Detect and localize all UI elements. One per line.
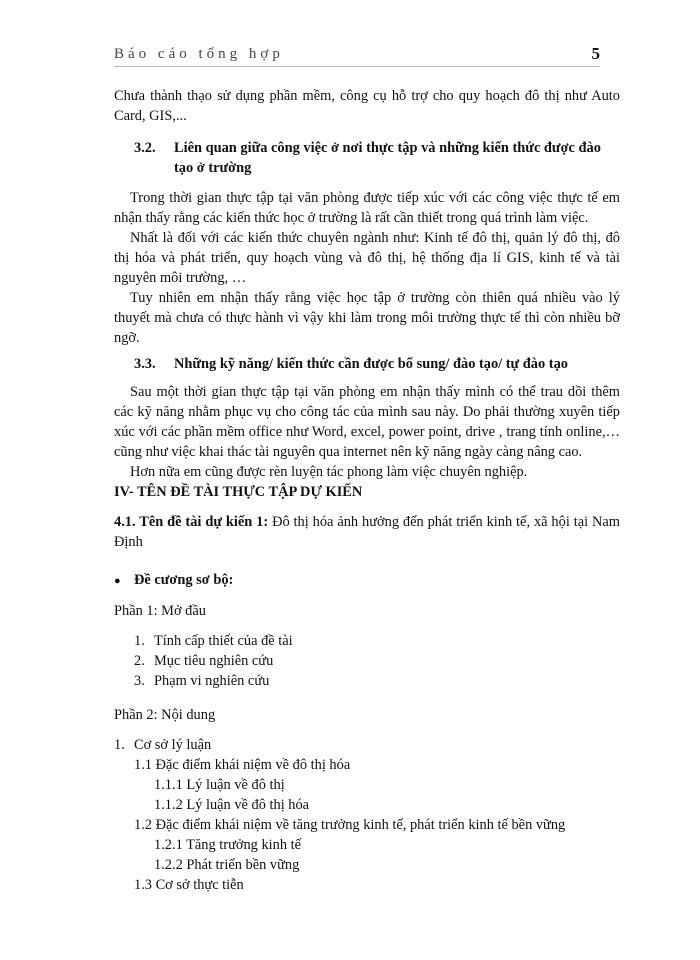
section-3-3-paragraph-1: Sau một thời gian thực tập tại văn phòng em nhận thấy mình có thể trau dồi thêm các kỹ năng nhằm phục vụ cho công tác của mình sau này. Do phải thường xuyên tiếp xúc với các phần mềm office như Word, excel, power point, drive , trang tính online,… cũng như việc khai thác tài nguyên qua internet nên kỹ năng ngày càng nâng cao. <box>114 384 620 460</box>
sub-item-1-3: 1.3 Cơ sở thực tiễn <box>134 877 244 893</box>
sub-item-1-2-1: 1.2.1 Tăng trưởng kinh tế <box>154 837 302 853</box>
section-4-heading: IV- TÊN ĐỀ TÀI THỰC TẬP DỰ KIẾN <box>114 484 363 500</box>
content-item-1: 1. Cơ sở lý luận <box>114 737 212 753</box>
section-3-2-paragraph-2: Nhất là đối với các kiến thức chuyên ngành như: Kinh tế đô thị, quản lý đô thị, đô thị hóa và phát triển, quy hoạch vùng và đô thị, hệ thống địa lí GIS, kinh tế và tài nguyên môi trường, … <box>114 230 620 286</box>
sub-item-1-1-2: 1.1.2 Lý luận về đô thị hóa <box>154 797 310 813</box>
page-number: 5 <box>591 44 600 63</box>
topic-1-label: 4.1. Tên đề tài dự kiến 1: <box>114 514 269 530</box>
sub-item-1-2: 1.2 Đặc điểm khái niệm về tăng trưởng kinh tế, phát triển kinh tế bền vững <box>134 817 566 833</box>
list-item-text: Phạm vi nghiên cứu <box>154 673 270 689</box>
bullet-dot-icon: ● <box>114 575 121 587</box>
list-item-text: Mục tiêu nghiên cứu <box>154 653 274 669</box>
section-3-3-paragraph-2: Hơn nữa em cũng được rèn luyện tác phong làm việc chuyên nghiệp. <box>130 464 528 480</box>
section-3-2-paragraph-3: Tuy nhiên em nhận thấy rằng việc học tập ở trường còn thiên quá nhiều vào lý thuyết mà chưa có thực hành vì vậy khi làm trong môi trường thực tế thì còn nhiều bỡ ngỡ. <box>114 290 620 346</box>
section-3-2-paragraph-1: Trong thời gian thực tập tại văn phòng được tiếp xúc với các công việc thực tế em nhận thấy rằng các kiến thức học ở trường là rất cần thiết trong quá trình làm việc. <box>114 190 620 226</box>
part-1-list <box>114 631 620 691</box>
section-3-2-heading <box>114 138 620 178</box>
section-3-2-number: 3.2. <box>134 140 156 156</box>
sub-item-1-1: 1.1 Đặc điểm khái niệm về đô thị hóa <box>134 757 351 773</box>
topic-1 <box>114 512 620 552</box>
sub-item-1-1-1: 1.1.1 Lý luận về đô thị <box>154 777 285 793</box>
page-header <box>114 40 600 68</box>
document-body <box>114 86 620 895</box>
section-3-3-title: Những kỹ năng/ kiến thức cần được bổ sung/ đào tạo/ tự đào tạo <box>174 356 568 372</box>
part-1-title: Phần 1: Mở đầu <box>114 603 206 619</box>
part-2-outline <box>114 735 620 895</box>
list-item: 2. Mục tiêu nghiên cứu <box>134 653 274 669</box>
list-item: 3. Phạm vi nghiên cứu <box>134 673 270 689</box>
section-3-3-heading <box>114 354 620 374</box>
outline-label: Đề cương sơ bộ: <box>134 572 234 588</box>
section-3-3-number: 3.3. <box>134 356 156 372</box>
outline-bullet <box>114 570 620 591</box>
header-title: Báo cáo tổng hợp <box>114 46 284 62</box>
part-2-title: Phần 2: Nội dung <box>114 707 216 723</box>
intro-paragraph: Chưa thành thạo sử dụng phần mềm, công cụ hỗ trợ cho quy hoạch đô thị như Auto Card, GIS,... <box>114 88 620 124</box>
list-item: 1. Tính cấp thiết của đề tài <box>134 633 293 649</box>
sub-item-1-2-2: 1.2.2 Phát triển bền vững <box>154 857 300 873</box>
header-divider <box>114 66 600 67</box>
list-item-text: Tính cấp thiết của đề tài <box>154 633 293 649</box>
content-item-1-text: Cơ sở lý luận <box>134 737 212 753</box>
topic-1-text: Đô thị hóa ảnh hưởng đến phát triển kinh tế, xã hội tại Nam Định <box>114 514 620 550</box>
section-3-2-title: Liên quan giữa công việc ở nơi thực tập và những kiến thức được đào tạo ở trường <box>174 140 601 176</box>
